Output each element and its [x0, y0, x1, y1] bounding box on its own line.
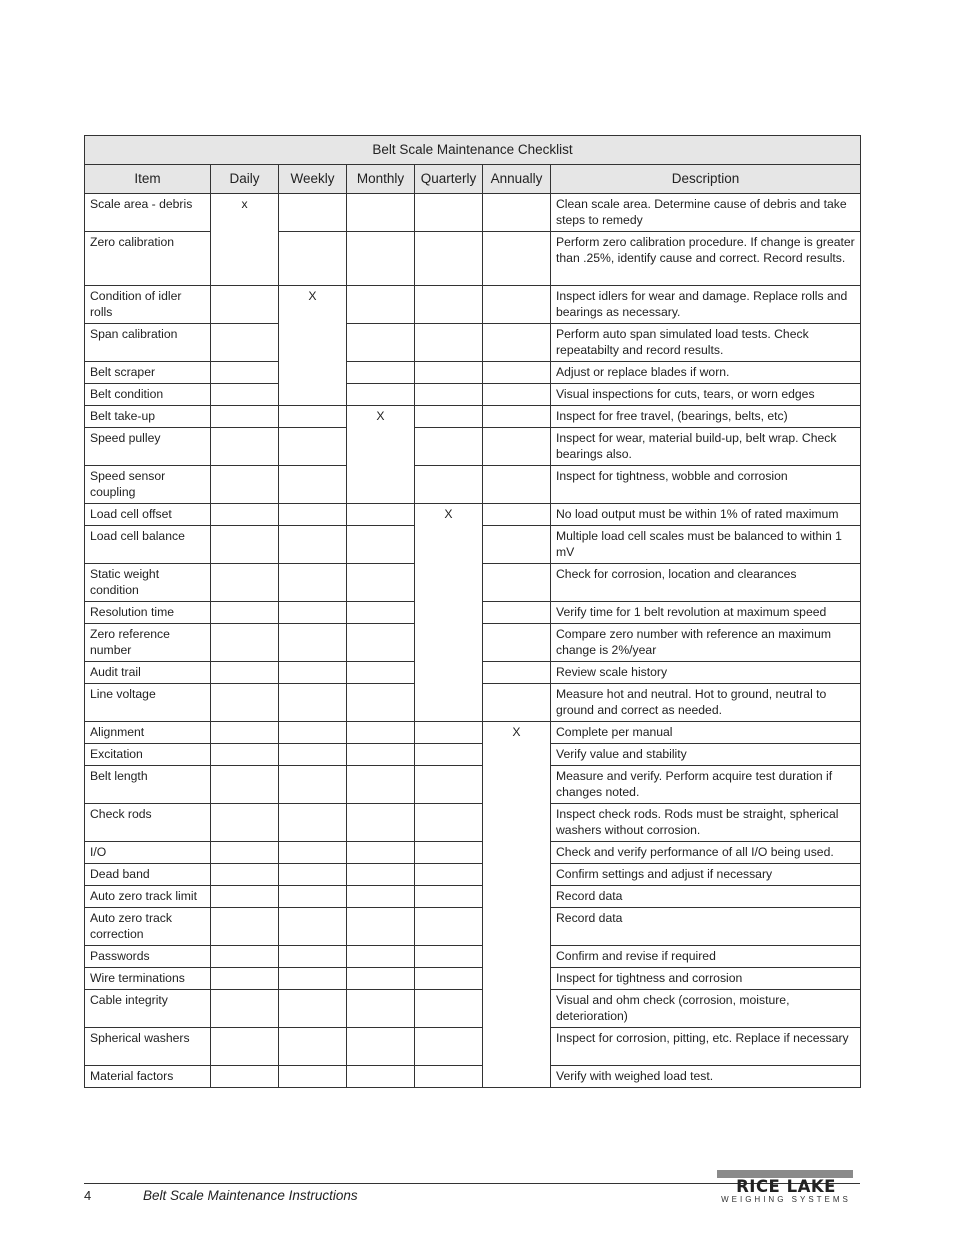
empty-cell	[415, 886, 483, 908]
header-item: Item	[85, 165, 211, 194]
empty-cell	[347, 602, 415, 624]
empty-cell	[279, 1028, 347, 1066]
table-row	[85, 842, 861, 864]
empty-cell	[483, 428, 551, 466]
empty-cell	[279, 406, 347, 428]
row-item: Cable integrity	[85, 990, 211, 1028]
empty-cell	[279, 766, 347, 804]
empty-cell	[415, 406, 483, 428]
table-row	[85, 744, 861, 766]
empty-cell	[347, 526, 415, 564]
empty-cell	[483, 232, 551, 286]
empty-cell	[483, 384, 551, 406]
row-item: Belt length	[85, 766, 211, 804]
empty-cell	[347, 946, 415, 968]
empty-cell	[483, 194, 551, 232]
row-description: Verify value and stability	[551, 744, 861, 766]
empty-cell	[279, 968, 347, 990]
empty-cell	[415, 968, 483, 990]
empty-cell	[211, 286, 279, 324]
empty-cell	[483, 406, 551, 428]
empty-cell	[279, 946, 347, 968]
empty-cell	[347, 384, 415, 406]
row-description: Inspect for tightness and corrosion	[551, 968, 861, 990]
table-row	[85, 362, 861, 384]
row-item: Spherical washers	[85, 1028, 211, 1066]
empty-cell	[279, 526, 347, 564]
row-description: Review scale history	[551, 662, 861, 684]
empty-cell	[211, 504, 279, 526]
row-description: Complete per manual	[551, 722, 861, 744]
empty-cell	[211, 842, 279, 864]
table-row	[85, 466, 861, 504]
row-description: Perform zero calibration procedure. If change is greater than .25%, identify cause and correct. Record results.	[551, 232, 861, 286]
empty-cell	[415, 908, 483, 946]
empty-cell	[279, 564, 347, 602]
rice-lake-logo	[715, 1170, 857, 1206]
row-item: Scale area - debris	[85, 194, 211, 232]
frequency-mark-monthly: X	[347, 406, 415, 504]
table-row	[85, 886, 861, 908]
frequency-mark-daily: x	[211, 194, 279, 286]
empty-cell	[415, 1066, 483, 1088]
row-description: Measure hot and neutral. Hot to ground, neutral to ground and correct as needed.	[551, 684, 861, 722]
empty-cell	[347, 324, 415, 362]
empty-cell	[211, 1066, 279, 1088]
empty-cell	[347, 1066, 415, 1088]
empty-cell	[211, 864, 279, 886]
row-item: Load cell offset	[85, 504, 211, 526]
page-number: 4	[84, 1188, 92, 1203]
empty-cell	[279, 1066, 347, 1088]
row-item: Dead band	[85, 864, 211, 886]
empty-cell	[483, 324, 551, 362]
table-row	[85, 946, 861, 968]
row-description: No load output must be within 1% of rated maximum	[551, 504, 861, 526]
row-item: Material factors	[85, 1066, 211, 1088]
empty-cell	[347, 842, 415, 864]
table-row	[85, 804, 861, 842]
empty-cell	[415, 990, 483, 1028]
row-item: Belt take-up	[85, 406, 211, 428]
row-description: Visual inspections for cuts, tears, or worn edges	[551, 384, 861, 406]
empty-cell	[279, 886, 347, 908]
empty-cell	[279, 232, 347, 286]
empty-cell	[415, 946, 483, 968]
table-row	[85, 504, 861, 526]
empty-cell	[415, 324, 483, 362]
empty-cell	[483, 564, 551, 602]
empty-cell	[279, 624, 347, 662]
row-description: Inspect idlers for wear and damage. Replace rolls and bearings as necessary.	[551, 286, 861, 324]
row-description: Inspect for corrosion, pitting, etc. Replace if necessary	[551, 1028, 861, 1066]
empty-cell	[211, 1028, 279, 1066]
empty-cell	[279, 602, 347, 624]
empty-cell	[483, 602, 551, 624]
empty-cell	[211, 362, 279, 384]
empty-cell	[279, 194, 347, 232]
empty-cell	[279, 684, 347, 722]
empty-cell	[211, 428, 279, 466]
header-daily: Daily	[211, 165, 279, 194]
empty-cell	[211, 804, 279, 842]
row-item: Alignment	[85, 722, 211, 744]
empty-cell	[211, 722, 279, 744]
empty-cell	[415, 722, 483, 744]
row-item: Zero calibration	[85, 232, 211, 286]
row-description: Verify with weighed load test.	[551, 1066, 861, 1088]
row-description: Multiple load cell scales must be balanced to within 1 mV	[551, 526, 861, 564]
empty-cell	[211, 324, 279, 362]
empty-cell	[279, 428, 347, 466]
empty-cell	[347, 908, 415, 946]
empty-cell	[211, 526, 279, 564]
logo-brand-text: RICE LAKE	[736, 1177, 836, 1196]
empty-cell	[347, 624, 415, 662]
row-description: Confirm settings and adjust if necessary	[551, 864, 861, 886]
empty-cell	[483, 662, 551, 684]
empty-cell	[211, 744, 279, 766]
row-description: Check for corrosion, location and clearances	[551, 564, 861, 602]
empty-cell	[483, 466, 551, 504]
header-description: Description	[551, 165, 861, 194]
empty-cell	[211, 684, 279, 722]
row-item: Auto zero track correction	[85, 908, 211, 946]
table-row	[85, 232, 861, 286]
empty-cell	[415, 286, 483, 324]
empty-cell	[347, 286, 415, 324]
empty-cell	[415, 428, 483, 466]
empty-cell	[211, 466, 279, 504]
empty-cell	[347, 662, 415, 684]
row-item: Load cell balance	[85, 526, 211, 564]
empty-cell	[279, 722, 347, 744]
empty-cell	[415, 362, 483, 384]
empty-cell	[415, 466, 483, 504]
empty-cell	[211, 406, 279, 428]
table-title: Belt Scale Maintenance Checklist	[85, 136, 861, 165]
table-row	[85, 766, 861, 804]
row-item: I/O	[85, 842, 211, 864]
empty-cell	[211, 624, 279, 662]
table-row	[85, 722, 861, 744]
empty-cell	[211, 908, 279, 946]
empty-cell	[415, 804, 483, 842]
empty-cell	[279, 990, 347, 1028]
row-item: Span calibration	[85, 324, 211, 362]
row-item: Audit trail	[85, 662, 211, 684]
empty-cell	[211, 766, 279, 804]
empty-cell	[347, 362, 415, 384]
header-quarterly: Quarterly	[415, 165, 483, 194]
empty-cell	[415, 842, 483, 864]
row-item: Wire terminations	[85, 968, 211, 990]
empty-cell	[347, 864, 415, 886]
row-description: Inspect for tightness, wobble and corrosion	[551, 466, 861, 504]
header-weekly: Weekly	[279, 165, 347, 194]
empty-cell	[347, 766, 415, 804]
table-row	[85, 990, 861, 1028]
empty-cell	[347, 232, 415, 286]
empty-cell	[347, 1028, 415, 1066]
row-item: Speed pulley	[85, 428, 211, 466]
empty-cell	[279, 504, 347, 526]
table-row	[85, 428, 861, 466]
row-item: Excitation	[85, 744, 211, 766]
frequency-mark-weekly: X	[279, 286, 347, 406]
row-description: Record data	[551, 908, 861, 946]
empty-cell	[347, 722, 415, 744]
table-title-row	[85, 136, 861, 165]
empty-cell	[211, 886, 279, 908]
row-item: Passwords	[85, 946, 211, 968]
row-description: Perform auto span simulated load tests. Check repeatabilty and record results.	[551, 324, 861, 362]
row-description: Verify time for 1 belt revolution at maximum speed	[551, 602, 861, 624]
header-annually: Annually	[483, 165, 551, 194]
row-description: Clean scale area. Determine cause of debris and take steps to remedy	[551, 194, 861, 232]
empty-cell	[347, 804, 415, 842]
row-description: Compare zero number with reference an maximum change is 2%/year	[551, 624, 861, 662]
table-row	[85, 1066, 861, 1088]
row-item: Condition of idler rolls	[85, 286, 211, 324]
empty-cell	[347, 194, 415, 232]
empty-cell	[279, 908, 347, 946]
frequency-mark-annually: X	[483, 722, 551, 1088]
empty-cell	[347, 564, 415, 602]
empty-cell	[483, 286, 551, 324]
empty-cell	[415, 864, 483, 886]
empty-cell	[279, 662, 347, 684]
maintenance-checklist-table	[84, 135, 861, 1088]
row-description: Adjust or replace blades if worn.	[551, 362, 861, 384]
empty-cell	[211, 384, 279, 406]
empty-cell	[415, 744, 483, 766]
empty-cell	[211, 968, 279, 990]
table-row	[85, 194, 861, 232]
empty-cell	[483, 504, 551, 526]
frequency-mark-quarterly: X	[415, 504, 483, 722]
empty-cell	[483, 684, 551, 722]
row-item: Zero reference number	[85, 624, 211, 662]
empty-cell	[347, 744, 415, 766]
empty-cell	[279, 842, 347, 864]
empty-cell	[211, 662, 279, 684]
empty-cell	[211, 946, 279, 968]
document-title: Belt Scale Maintenance Instructions	[143, 1188, 358, 1203]
empty-cell	[279, 864, 347, 886]
row-description: Inspect for wear, material build-up, belt wrap. Check bearings also.	[551, 428, 861, 466]
row-item: Check rods	[85, 804, 211, 842]
logo-subtext: WEIGHING SYSTEMS	[721, 1195, 851, 1204]
empty-cell	[211, 602, 279, 624]
empty-cell	[347, 684, 415, 722]
table-row	[85, 324, 861, 362]
table-row	[85, 968, 861, 990]
row-description: Inspect check rods. Rods must be straight, spherical washers without corrosion.	[551, 804, 861, 842]
row-item: Belt condition	[85, 384, 211, 406]
empty-cell	[415, 194, 483, 232]
empty-cell	[483, 624, 551, 662]
row-item: Resolution time	[85, 602, 211, 624]
row-item: Line voltage	[85, 684, 211, 722]
table-row	[85, 384, 861, 406]
row-description: Confirm and revise if required	[551, 946, 861, 968]
empty-cell	[279, 744, 347, 766]
empty-cell	[347, 990, 415, 1028]
empty-cell	[483, 362, 551, 384]
table-row	[85, 286, 861, 324]
empty-cell	[415, 232, 483, 286]
empty-cell	[347, 886, 415, 908]
empty-cell	[211, 990, 279, 1028]
row-item: Static weight condition	[85, 564, 211, 602]
empty-cell	[211, 564, 279, 602]
empty-cell	[279, 804, 347, 842]
table-row	[85, 864, 861, 886]
row-description: Measure and verify. Perform acquire test duration if changes noted.	[551, 766, 861, 804]
row-description: Check and verify performance of all I/O being used.	[551, 842, 861, 864]
empty-cell	[347, 504, 415, 526]
table-header-row	[85, 165, 861, 194]
row-description: Visual and ohm check (corrosion, moisture, deterioration)	[551, 990, 861, 1028]
empty-cell	[415, 1028, 483, 1066]
table-row	[85, 908, 861, 946]
row-description: Inspect for free travel, (bearings, belts, etc)	[551, 406, 861, 428]
row-item: Belt scraper	[85, 362, 211, 384]
table-row	[85, 406, 861, 428]
empty-cell	[415, 384, 483, 406]
empty-cell	[415, 766, 483, 804]
row-description: Record data	[551, 886, 861, 908]
empty-cell	[347, 968, 415, 990]
row-item: Speed sensor coupling	[85, 466, 211, 504]
row-item: Auto zero track limit	[85, 886, 211, 908]
header-monthly: Monthly	[347, 165, 415, 194]
empty-cell	[279, 466, 347, 504]
table-row	[85, 1028, 861, 1066]
table-body	[85, 194, 861, 1088]
empty-cell	[483, 526, 551, 564]
